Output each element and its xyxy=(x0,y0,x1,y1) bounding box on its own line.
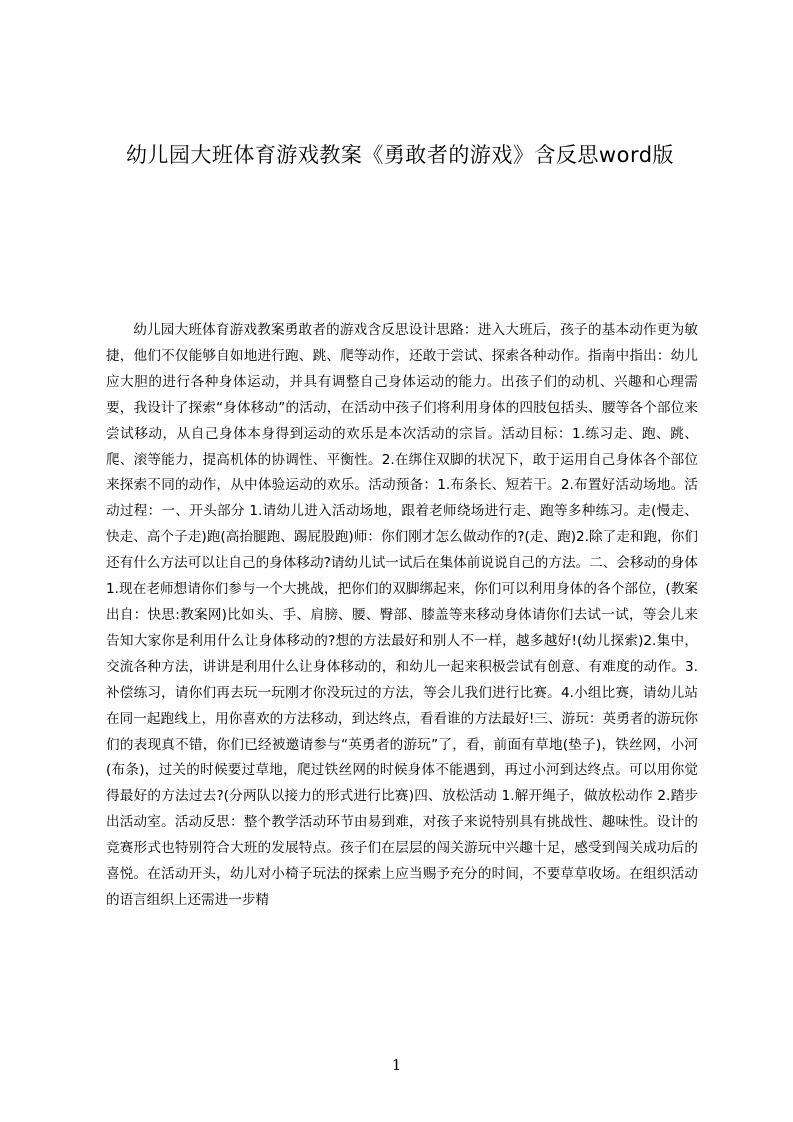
body-paragraph: 幼儿园大班体育游戏教案勇敢者的游戏含反思设计思路：进入大班后，孩子的基本动作更为敏捷，他们不仅能够自如地进行跑、跳、爬等动作，还敢于尝试、探索各种动作。指南中指出：幼儿应大胆的进行各种身体运动，并具有调整自己身体运动的能力。出孩子们的动机、兴趣和心理需要，我设计了探索“身体移动”的活动，在活动中孩子们将利用身体的四肢包括头、腰等各个部位来尝试移动，从自己身体本身得到运动的欢乐是本次活动的宗旨。活动目标：1.练习走、跑、跳、爬、滚等能力，提高机体的协调性、平衡性。2.在绑住双脚的状况下，敢于运用自己身体各个部位来探索不同的动作，从中体验运动的欢乐。活动预备：1.布条长、短若干。2.布置好活动场地。活动过程：一、开头部分 1.请幼儿进入活动场地，跟着老师绕场进行走、跑等多种练习。走(慢走、快走、高个子走)跑(高抬腿跑、踢屁股跑)师：你们刚才怎么做动作的?(走、跑)2.除了走和跑，你们还有什么方法可以让自己的身体移动?请幼儿试一试后在集体前说说自己的方法。二、会移动的身体 1.现在老师想请你们参与一个大挑战，把你们的双脚绑起来，你们可以利用身体的各个部位，(教案出自：快思:教案网)比如头、手、肩膀、腰、臀部、膝盖等来移动身体请你们去试一试，等会儿来告知大家你是利用什么让身体移动的?想的方法最好和别人不一样，越多越好!(幼儿探索)2.集中，交流各种方法，讲讲是利用什么让身体移动的，和幼儿一起来积极尝试有创意、有难度的动作。3.补偿练习，请你们再去玩一玩刚才你没玩过的方法，等会儿我们进行比赛。4.小组比赛，请幼儿站在同一起跑线上，用你喜欢的方法移动，到达终点，看看谁的方法最好!三、游玩：英勇者的游玩你们的表现真不错，你们已经被邀请参与“英勇者的游玩”了，看，前面有草地(垫子)，铁丝网，小河(布条)，过关的时候要过草地，爬过铁丝网的时候身体不能遇到，再过小河到达终点。可以用你觉得最好的方法过去?(分两队以接力的形式进行比赛)四、放松活动 1.解开绳子，做放松动作 2.踏步出活动室。活动反思：整个教学活动环节由易到难，对孩子来说特别具有挑战性、趣味性。设计的竞赛形式也特别符合大班的发展特点。孩子们在层层的闯关游玩中兴趣十足，感受到闯关成功后的喜悦。在活动开头，幼儿对小椅子玩法的探索上应当赐予充分的时间，不要草草收场。在组织活动的语言组织上还需进一步精 xyxy=(106,322,698,908)
page-number: 1 xyxy=(391,1056,402,1074)
document-title: 幼儿园大班体育游戏教案《勇敢者的游戏》含反思word版 xyxy=(125,143,675,167)
